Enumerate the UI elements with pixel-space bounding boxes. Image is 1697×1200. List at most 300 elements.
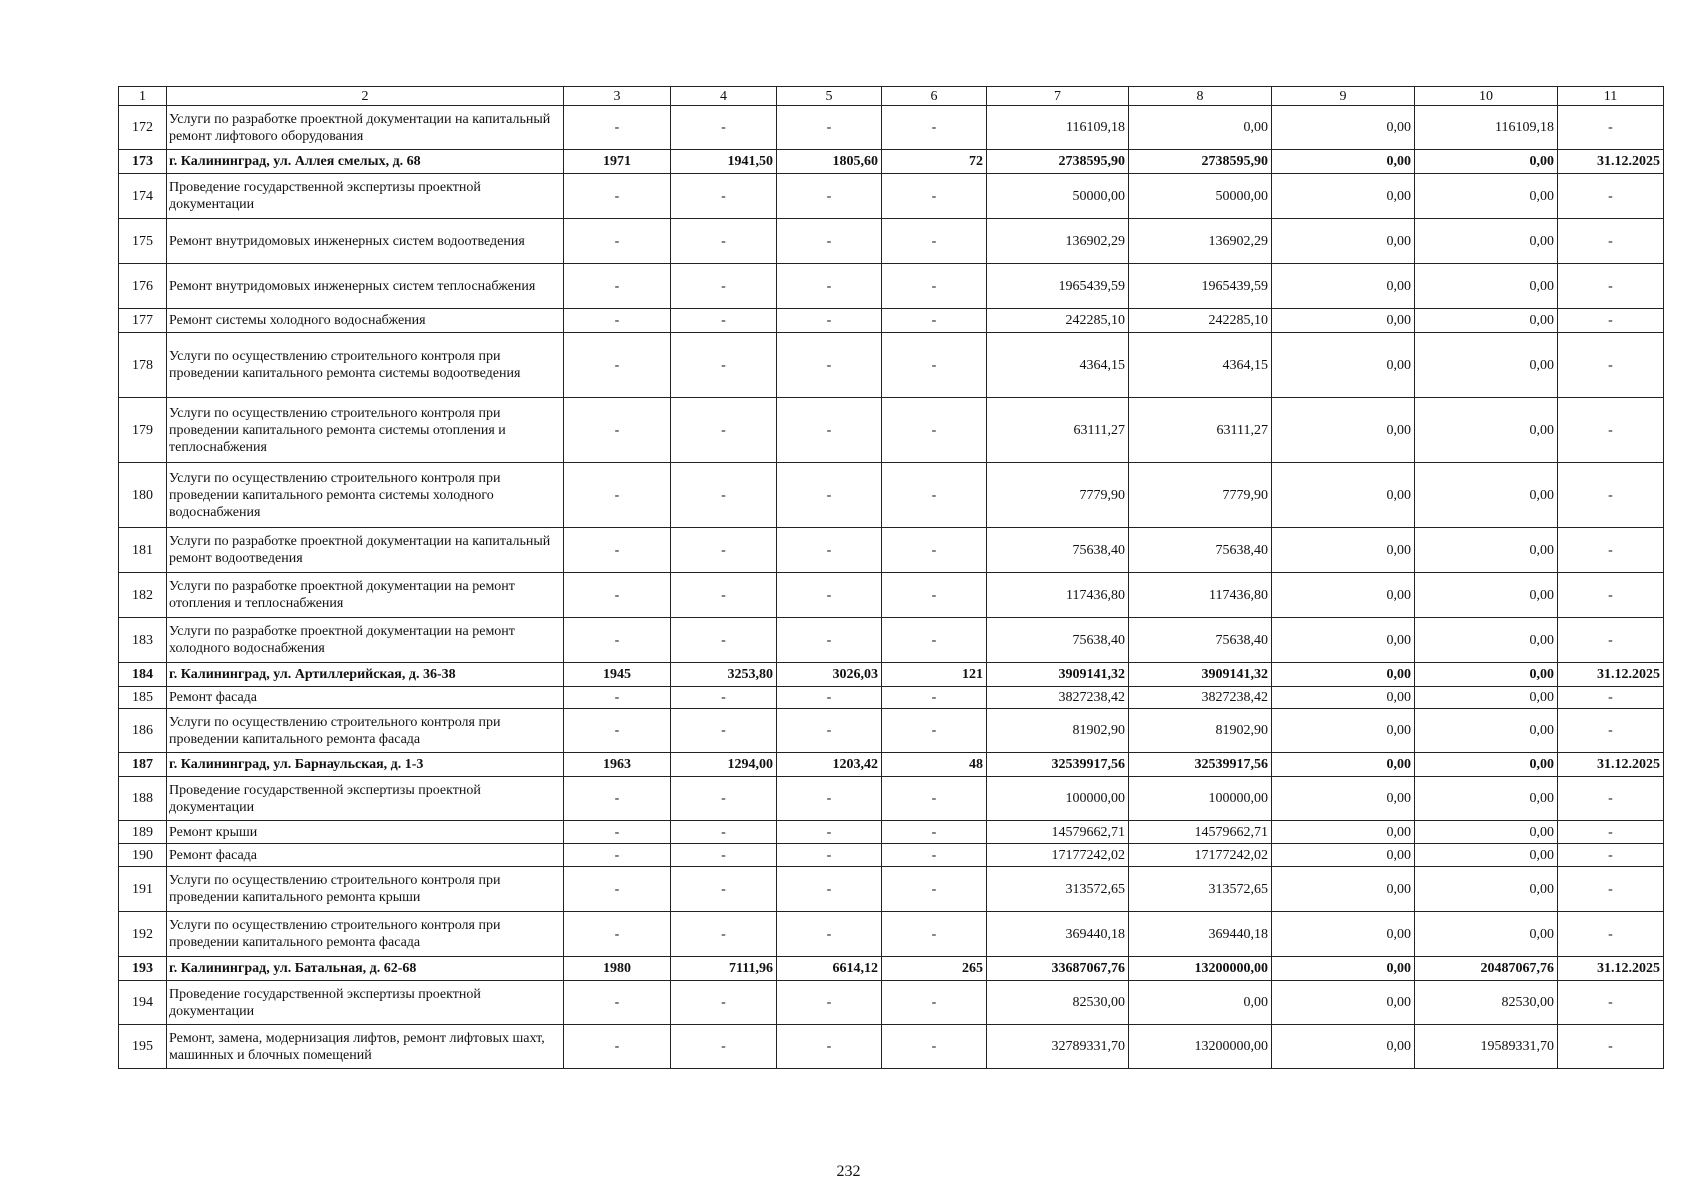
row-number-cell: 177 <box>119 309 167 333</box>
residents-cell: - <box>882 398 987 463</box>
header-cell: 6 <box>882 87 987 106</box>
residents-cell: - <box>882 777 987 821</box>
cost-budget-cell: 0,00 <box>1272 777 1415 821</box>
work-name-cell: Ремонт системы холодного водоснабжения <box>167 309 564 333</box>
area-living-cell: 6614,12 <box>777 957 882 981</box>
area-living-cell: - <box>777 1025 882 1069</box>
residents-cell: - <box>882 463 987 528</box>
cost-owners-cell: 0,00 <box>1415 333 1558 398</box>
year-cell: - <box>564 844 671 867</box>
area-total-cell: - <box>671 867 777 912</box>
work-name-cell: Ремонт фасада <box>167 844 564 867</box>
area-total-cell: - <box>671 219 777 264</box>
address-row <box>119 753 1664 777</box>
cost-total-cell: 242285,10 <box>987 309 1129 333</box>
work-name-cell: г. Калининград, ул. Барнаульская, д. 1-3 <box>167 753 564 777</box>
address-row <box>119 957 1664 981</box>
cost-owners-cell: 0,00 <box>1415 264 1558 309</box>
deadline-cell: - <box>1558 981 1664 1025</box>
year-cell: 1945 <box>564 663 671 687</box>
area-living-cell: - <box>777 398 882 463</box>
cost-budget-cell: 0,00 <box>1272 821 1415 844</box>
cost-fund-cell: 0,00 <box>1129 106 1272 150</box>
cost-owners-cell: 0,00 <box>1415 398 1558 463</box>
work-name-cell: Ремонт, замена, модернизация лифтов, ремонт лифтовых шахт, машинных и блочных помещений <box>167 1025 564 1069</box>
area-living-cell: - <box>777 528 882 573</box>
cost-budget-cell: 0,00 <box>1272 398 1415 463</box>
page-number: 232 <box>836 1163 861 1180</box>
deadline-cell: 31.12.2025 <box>1558 663 1664 687</box>
header-cell: 2 <box>167 87 564 106</box>
work-name-cell: Услуги по разработке проектной документации на капитальный ремонт водоотведения <box>167 528 564 573</box>
cost-fund-cell: 117436,80 <box>1129 573 1272 618</box>
area-living-cell: - <box>777 867 882 912</box>
cost-fund-cell: 50000,00 <box>1129 174 1272 219</box>
work-name-cell: Ремонт внутридомовых инженерных систем теплоснабжения <box>167 264 564 309</box>
cost-owners-cell: 0,00 <box>1415 844 1558 867</box>
residents-cell: - <box>882 573 987 618</box>
residents-cell: - <box>882 687 987 709</box>
work-name-cell: Услуги по осуществлению строительного контроля при проведении капитального ремонта фасада <box>167 912 564 957</box>
year-cell: 1971 <box>564 150 671 174</box>
row-number-cell: 178 <box>119 333 167 398</box>
deadline-cell: - <box>1558 463 1664 528</box>
year-cell: - <box>564 777 671 821</box>
area-total-cell: - <box>671 687 777 709</box>
cost-owners-cell: 82530,00 <box>1415 981 1558 1025</box>
work-row <box>119 463 1664 528</box>
work-row <box>119 1025 1664 1069</box>
cost-owners-cell: 0,00 <box>1415 709 1558 753</box>
cost-owners-cell: 0,00 <box>1415 912 1558 957</box>
area-total-cell: - <box>671 333 777 398</box>
cost-owners-cell: 0,00 <box>1415 867 1558 912</box>
residents-cell: 265 <box>882 957 987 981</box>
year-cell: - <box>564 981 671 1025</box>
cost-fund-cell: 13200000,00 <box>1129 1025 1272 1069</box>
area-living-cell: - <box>777 912 882 957</box>
row-number-cell: 176 <box>119 264 167 309</box>
residents-cell: 48 <box>882 753 987 777</box>
area-living-cell: 1203,42 <box>777 753 882 777</box>
cost-fund-cell: 4364,15 <box>1129 333 1272 398</box>
deadline-cell: - <box>1558 573 1664 618</box>
work-row <box>119 912 1664 957</box>
area-living-cell: 3026,03 <box>777 663 882 687</box>
deadline-cell: 31.12.2025 <box>1558 753 1664 777</box>
year-cell: - <box>564 821 671 844</box>
residents-cell: - <box>882 1025 987 1069</box>
row-number-cell: 190 <box>119 844 167 867</box>
work-name-cell: Услуги по осуществлению строительного контроля при проведении капитального ремонта системы холодного водоснабжения <box>167 463 564 528</box>
deadline-cell: 31.12.2025 <box>1558 150 1664 174</box>
cost-budget-cell: 0,00 <box>1272 709 1415 753</box>
deadline-cell: - <box>1558 867 1664 912</box>
cost-budget-cell: 0,00 <box>1272 528 1415 573</box>
work-name-cell: г. Калининград, ул. Батальная, д. 62-68 <box>167 957 564 981</box>
header-cell: 7 <box>987 87 1129 106</box>
area-total-cell: - <box>671 573 777 618</box>
cost-budget-cell: 0,00 <box>1272 867 1415 912</box>
work-name-cell: Проведение государственной экспертизы проектной документации <box>167 981 564 1025</box>
cost-budget-cell: 0,00 <box>1272 1025 1415 1069</box>
deadline-cell: 31.12.2025 <box>1558 957 1664 981</box>
area-total-cell: - <box>671 777 777 821</box>
year-cell: - <box>564 618 671 663</box>
header-cell: 1 <box>119 87 167 106</box>
cost-total-cell: 3909141,32 <box>987 663 1129 687</box>
deadline-cell: - <box>1558 219 1664 264</box>
work-row <box>119 821 1664 844</box>
cost-total-cell: 50000,00 <box>987 174 1129 219</box>
work-name-cell: Проведение государственной экспертизы проектной документации <box>167 174 564 219</box>
deadline-cell: - <box>1558 264 1664 309</box>
area-total-cell: - <box>671 1025 777 1069</box>
cost-total-cell: 17177242,02 <box>987 844 1129 867</box>
year-cell: - <box>564 106 671 150</box>
area-total-cell: - <box>671 981 777 1025</box>
area-living-cell: - <box>777 618 882 663</box>
work-row <box>119 219 1664 264</box>
work-name-cell: Проведение государственной экспертизы проектной документации <box>167 777 564 821</box>
cost-budget-cell: 0,00 <box>1272 573 1415 618</box>
cost-owners-cell: 20487067,76 <box>1415 957 1558 981</box>
cost-total-cell: 75638,40 <box>987 618 1129 663</box>
row-number-cell: 193 <box>119 957 167 981</box>
residents-cell: - <box>882 174 987 219</box>
area-living-cell: 1805,60 <box>777 150 882 174</box>
cost-fund-cell: 75638,40 <box>1129 528 1272 573</box>
program-table <box>118 86 1664 1069</box>
area-total-cell: - <box>671 618 777 663</box>
area-living-cell: - <box>777 573 882 618</box>
area-living-cell: - <box>777 309 882 333</box>
work-name-cell: Услуги по осуществлению строительного контроля при проведении капитального ремонта крыши <box>167 867 564 912</box>
cost-total-cell: 1965439,59 <box>987 264 1129 309</box>
area-living-cell: - <box>777 844 882 867</box>
header-row <box>119 87 1664 106</box>
residents-cell: - <box>882 106 987 150</box>
work-name-cell: Услуги по осуществлению строительного контроля при проведении капитального ремонта системы водоотведения <box>167 333 564 398</box>
cost-total-cell: 313572,65 <box>987 867 1129 912</box>
area-total-cell: 1294,00 <box>671 753 777 777</box>
work-row <box>119 106 1664 150</box>
cost-total-cell: 32539917,56 <box>987 753 1129 777</box>
year-cell: 1980 <box>564 957 671 981</box>
cost-budget-cell: 0,00 <box>1272 264 1415 309</box>
cost-budget-cell: 0,00 <box>1272 844 1415 867</box>
deadline-cell: - <box>1558 309 1664 333</box>
row-number-cell: 189 <box>119 821 167 844</box>
deadline-cell: - <box>1558 528 1664 573</box>
header-cell: 4 <box>671 87 777 106</box>
area-living-cell: - <box>777 264 882 309</box>
cost-budget-cell: 0,00 <box>1272 663 1415 687</box>
work-row <box>119 687 1664 709</box>
area-total-cell: 3253,80 <box>671 663 777 687</box>
cost-owners-cell: 116109,18 <box>1415 106 1558 150</box>
year-cell: - <box>564 398 671 463</box>
year-cell: - <box>564 687 671 709</box>
area-total-cell: - <box>671 912 777 957</box>
cost-fund-cell: 32539917,56 <box>1129 753 1272 777</box>
work-name-cell: Ремонт фасада <box>167 687 564 709</box>
work-name-cell: г. Калининград, ул. Аллея смелых, д. 68 <box>167 150 564 174</box>
cost-budget-cell: 0,00 <box>1272 981 1415 1025</box>
header-cell: 3 <box>564 87 671 106</box>
row-number-cell: 183 <box>119 618 167 663</box>
header-cell: 9 <box>1272 87 1415 106</box>
work-name-cell: Услуги по разработке проектной документации на ремонт отопления и теплоснабжения <box>167 573 564 618</box>
area-living-cell: - <box>777 687 882 709</box>
cost-budget-cell: 0,00 <box>1272 106 1415 150</box>
residents-cell: - <box>882 912 987 957</box>
cost-owners-cell: 0,00 <box>1415 150 1558 174</box>
cost-budget-cell: 0,00 <box>1272 618 1415 663</box>
cost-owners-cell: 0,00 <box>1415 618 1558 663</box>
year-cell: - <box>564 264 671 309</box>
cost-budget-cell: 0,00 <box>1272 174 1415 219</box>
cost-fund-cell: 75638,40 <box>1129 618 1272 663</box>
work-row <box>119 309 1664 333</box>
row-number-cell: 186 <box>119 709 167 753</box>
area-living-cell: - <box>777 174 882 219</box>
residents-cell: - <box>882 219 987 264</box>
residents-cell: - <box>882 821 987 844</box>
work-row <box>119 981 1664 1025</box>
cost-total-cell: 81902,90 <box>987 709 1129 753</box>
year-cell: - <box>564 309 671 333</box>
cost-fund-cell: 2738595,90 <box>1129 150 1272 174</box>
cost-fund-cell: 0,00 <box>1129 981 1272 1025</box>
row-number-cell: 195 <box>119 1025 167 1069</box>
cost-fund-cell: 136902,29 <box>1129 219 1272 264</box>
residents-cell: - <box>882 709 987 753</box>
area-total-cell: - <box>671 821 777 844</box>
work-row <box>119 573 1664 618</box>
cost-total-cell: 116109,18 <box>987 106 1129 150</box>
area-living-cell: - <box>777 821 882 844</box>
cost-fund-cell: 242285,10 <box>1129 309 1272 333</box>
residents-cell: - <box>882 618 987 663</box>
work-name-cell: Ремонт крыши <box>167 821 564 844</box>
cost-total-cell: 4364,15 <box>987 333 1129 398</box>
cost-total-cell: 136902,29 <box>987 219 1129 264</box>
cost-total-cell: 7779,90 <box>987 463 1129 528</box>
row-number-cell: 188 <box>119 777 167 821</box>
cost-fund-cell: 14579662,71 <box>1129 821 1272 844</box>
table-body <box>119 87 1664 1069</box>
year-cell: - <box>564 573 671 618</box>
address-row <box>119 663 1664 687</box>
work-name-cell: Услуги по разработке проектной документации на ремонт холодного водоснабжения <box>167 618 564 663</box>
cost-owners-cell: 0,00 <box>1415 573 1558 618</box>
area-total-cell: 1941,50 <box>671 150 777 174</box>
cost-fund-cell: 63111,27 <box>1129 398 1272 463</box>
row-number-cell: 184 <box>119 663 167 687</box>
year-cell: - <box>564 528 671 573</box>
deadline-cell: - <box>1558 821 1664 844</box>
work-row <box>119 618 1664 663</box>
cost-total-cell: 82530,00 <box>987 981 1129 1025</box>
row-number-cell: 173 <box>119 150 167 174</box>
row-number-cell: 194 <box>119 981 167 1025</box>
row-number-cell: 187 <box>119 753 167 777</box>
cost-owners-cell: 0,00 <box>1415 663 1558 687</box>
cost-total-cell: 33687067,76 <box>987 957 1129 981</box>
year-cell: - <box>564 709 671 753</box>
work-row <box>119 174 1664 219</box>
row-number-cell: 192 <box>119 912 167 957</box>
cost-total-cell: 2738595,90 <box>987 150 1129 174</box>
header-cell: 5 <box>777 87 882 106</box>
year-cell: - <box>564 174 671 219</box>
work-row <box>119 398 1664 463</box>
year-cell: - <box>564 867 671 912</box>
work-name-cell: Услуги по осуществлению строительного контроля при проведении капитального ремонта фасада <box>167 709 564 753</box>
cost-total-cell: 63111,27 <box>987 398 1129 463</box>
year-cell: - <box>564 1025 671 1069</box>
cost-owners-cell: 19589331,70 <box>1415 1025 1558 1069</box>
cost-total-cell: 3827238,42 <box>987 687 1129 709</box>
residents-cell: - <box>882 264 987 309</box>
residents-cell: 72 <box>882 150 987 174</box>
cost-total-cell: 117436,80 <box>987 573 1129 618</box>
cost-fund-cell: 7779,90 <box>1129 463 1272 528</box>
row-number-cell: 172 <box>119 106 167 150</box>
header-cell: 8 <box>1129 87 1272 106</box>
header-cell: 11 <box>1558 87 1664 106</box>
work-row <box>119 709 1664 753</box>
row-number-cell: 185 <box>119 687 167 709</box>
cost-budget-cell: 0,00 <box>1272 957 1415 981</box>
cost-fund-cell: 313572,65 <box>1129 867 1272 912</box>
year-cell: - <box>564 912 671 957</box>
deadline-cell: - <box>1558 106 1664 150</box>
deadline-cell: - <box>1558 174 1664 219</box>
cost-budget-cell: 0,00 <box>1272 309 1415 333</box>
area-total-cell: - <box>671 528 777 573</box>
work-row <box>119 867 1664 912</box>
work-name-cell: Услуги по разработке проектной документации на капитальный ремонт лифтового оборудования <box>167 106 564 150</box>
cost-fund-cell: 13200000,00 <box>1129 957 1272 981</box>
deadline-cell: - <box>1558 912 1664 957</box>
residents-cell: - <box>882 309 987 333</box>
residents-cell: - <box>882 844 987 867</box>
cost-total-cell: 100000,00 <box>987 777 1129 821</box>
area-total-cell: - <box>671 463 777 528</box>
cost-total-cell: 32789331,70 <box>987 1025 1129 1069</box>
area-living-cell: - <box>777 219 882 264</box>
area-living-cell: - <box>777 106 882 150</box>
work-row <box>119 777 1664 821</box>
cost-fund-cell: 3909141,32 <box>1129 663 1272 687</box>
cost-fund-cell: 3827238,42 <box>1129 687 1272 709</box>
area-total-cell: - <box>671 174 777 219</box>
cost-budget-cell: 0,00 <box>1272 150 1415 174</box>
row-number-cell: 179 <box>119 398 167 463</box>
address-row <box>119 150 1664 174</box>
cost-budget-cell: 0,00 <box>1272 463 1415 528</box>
cost-budget-cell: 0,00 <box>1272 753 1415 777</box>
area-total-cell: - <box>671 709 777 753</box>
cost-budget-cell: 0,00 <box>1272 687 1415 709</box>
area-living-cell: - <box>777 981 882 1025</box>
year-cell: 1963 <box>564 753 671 777</box>
residents-cell: - <box>882 333 987 398</box>
row-number-cell: 175 <box>119 219 167 264</box>
deadline-cell: - <box>1558 709 1664 753</box>
deadline-cell: - <box>1558 844 1664 867</box>
cost-owners-cell: 0,00 <box>1415 821 1558 844</box>
cost-budget-cell: 0,00 <box>1272 219 1415 264</box>
work-name-cell: Услуги по осуществлению строительного контроля при проведении капитального ремонта системы отопления и теплоснабжения <box>167 398 564 463</box>
area-total-cell: - <box>671 106 777 150</box>
cost-total-cell: 14579662,71 <box>987 821 1129 844</box>
area-total-cell: - <box>671 398 777 463</box>
area-total-cell: 7111,96 <box>671 957 777 981</box>
year-cell: - <box>564 219 671 264</box>
work-name-cell: г. Калининград, ул. Артиллерийская, д. 36-38 <box>167 663 564 687</box>
deadline-cell: - <box>1558 687 1664 709</box>
cost-owners-cell: 0,00 <box>1415 463 1558 528</box>
work-row <box>119 528 1664 573</box>
residents-cell: - <box>882 867 987 912</box>
cost-fund-cell: 81902,90 <box>1129 709 1272 753</box>
residents-cell: - <box>882 528 987 573</box>
year-cell: - <box>564 463 671 528</box>
cost-total-cell: 75638,40 <box>987 528 1129 573</box>
row-number-cell: 182 <box>119 573 167 618</box>
area-living-cell: - <box>777 463 882 528</box>
work-row <box>119 333 1664 398</box>
deadline-cell: - <box>1558 1025 1664 1069</box>
cost-owners-cell: 0,00 <box>1415 687 1558 709</box>
cost-budget-cell: 0,00 <box>1272 333 1415 398</box>
row-number-cell: 180 <box>119 463 167 528</box>
cost-fund-cell: 17177242,02 <box>1129 844 1272 867</box>
cost-total-cell: 369440,18 <box>987 912 1129 957</box>
cost-budget-cell: 0,00 <box>1272 912 1415 957</box>
deadline-cell: - <box>1558 333 1664 398</box>
residents-cell: 121 <box>882 663 987 687</box>
row-number-cell: 181 <box>119 528 167 573</box>
cost-fund-cell: 369440,18 <box>1129 912 1272 957</box>
area-total-cell: - <box>671 309 777 333</box>
deadline-cell: - <box>1558 618 1664 663</box>
cost-fund-cell: 100000,00 <box>1129 777 1272 821</box>
cost-fund-cell: 1965439,59 <box>1129 264 1272 309</box>
cost-owners-cell: 0,00 <box>1415 174 1558 219</box>
cost-owners-cell: 0,00 <box>1415 309 1558 333</box>
row-number-cell: 191 <box>119 867 167 912</box>
cost-owners-cell: 0,00 <box>1415 528 1558 573</box>
year-cell: - <box>564 333 671 398</box>
work-name-cell: Ремонт внутридомовых инженерных систем водоотведения <box>167 219 564 264</box>
area-living-cell: - <box>777 709 882 753</box>
area-total-cell: - <box>671 844 777 867</box>
cost-owners-cell: 0,00 <box>1415 219 1558 264</box>
work-row <box>119 264 1664 309</box>
work-row <box>119 844 1664 867</box>
header-cell: 10 <box>1415 87 1558 106</box>
residents-cell: - <box>882 981 987 1025</box>
cost-owners-cell: 0,00 <box>1415 753 1558 777</box>
cost-owners-cell: 0,00 <box>1415 777 1558 821</box>
row-number-cell: 174 <box>119 174 167 219</box>
area-living-cell: - <box>777 777 882 821</box>
deadline-cell: - <box>1558 777 1664 821</box>
